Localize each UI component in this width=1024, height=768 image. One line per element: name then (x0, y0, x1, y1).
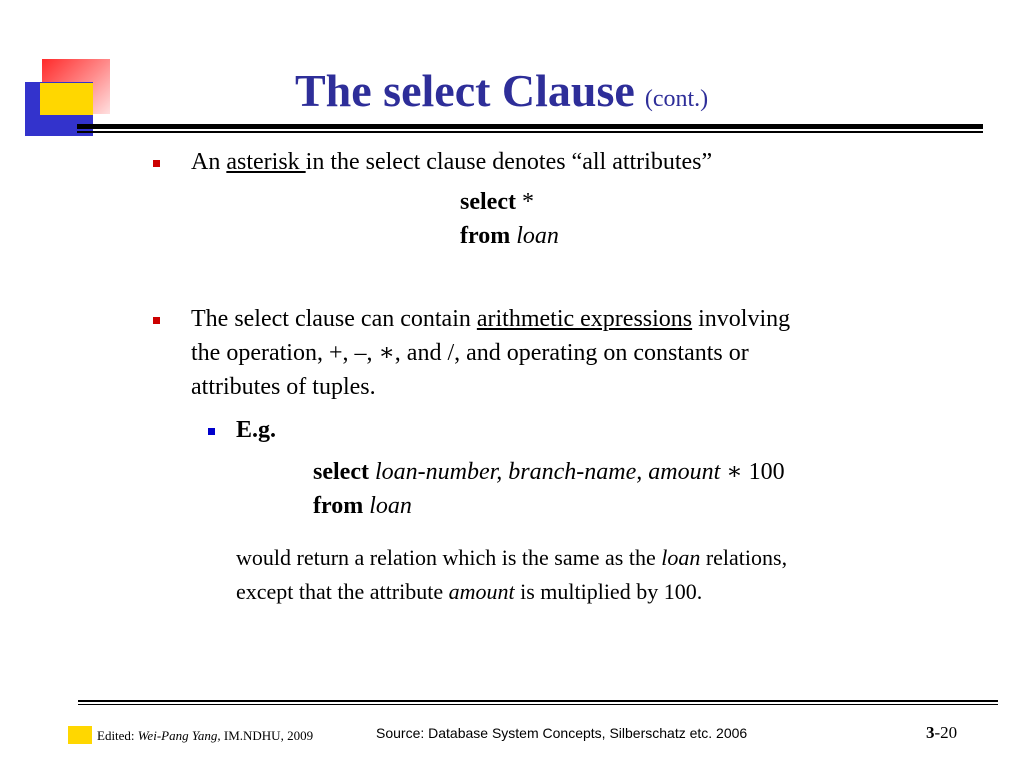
footer-edited (97, 728, 313, 744)
bullet-marker (153, 160, 160, 167)
keyword-from: from (460, 223, 511, 249)
bullet-2-underlined: arithmetic expressions (476, 306, 693, 332)
footer-yellow-square (68, 726, 92, 744)
sub-bullet-marker (208, 428, 215, 435)
keyword-select: select (460, 189, 516, 215)
explanation-1-pre: would return a relation which is the same as the (236, 545, 662, 570)
title-main: The select Clause (295, 65, 635, 116)
bullet-2-line-1 (191, 302, 790, 336)
bullet-1-prefix: An (191, 149, 227, 175)
footer-edited-label: Edited: (97, 728, 138, 743)
explanation-1-post: relations, (700, 545, 788, 570)
sub-bullet-label: E.g. (236, 417, 277, 443)
title-rule-thick (77, 124, 983, 129)
table-name: loan (516, 223, 559, 249)
bullet-marker (153, 317, 160, 324)
footer-source: Source: Database System Concepts, Silberschatz etc. 2006 (376, 725, 748, 741)
bullet-2-line-1-post: involving (692, 306, 791, 332)
title-rule-thin (77, 131, 983, 133)
footer-rule (78, 700, 998, 702)
select-attributes: loan-number, branch-name, amount (374, 459, 721, 485)
select-operation: ∗ 100 (720, 459, 785, 485)
title-cont: (cont.) (644, 86, 709, 112)
explanation-2-pre: except that the attribute (236, 579, 449, 604)
select-asterisk: * (515, 189, 534, 215)
page-number (926, 723, 957, 743)
explanation-line-2 (236, 575, 702, 609)
table-name: loan (369, 493, 412, 519)
slide-title (295, 64, 708, 117)
footer-rule-thin (78, 704, 998, 705)
keyword-from: from (313, 493, 364, 519)
code-1-from-line (460, 219, 559, 253)
explanation-2-post: is multiplied by 100. (514, 579, 703, 604)
bullet-1-rest: in the select clause denotes “all attributes” (305, 149, 713, 175)
code-1-select-line (460, 185, 534, 219)
code-2-from-line (313, 489, 412, 523)
footer-author: Wei-Pang Yang, (137, 728, 221, 743)
bullet-2-line-3: attributes of tuples. (191, 374, 376, 400)
explanation-1-italic: loan (661, 545, 701, 570)
logo-yellow-square (40, 83, 93, 115)
explanation-2-italic: amount (448, 579, 515, 604)
slide-number: -20 (934, 723, 958, 742)
explanation-line-1 (236, 541, 787, 575)
bullet-1-underlined: asterisk (226, 149, 306, 175)
chapter-number: 3 (926, 723, 935, 742)
code-2-select-line (313, 455, 785, 489)
bullet-2-line-2: the operation, +, –, ∗, and /, and operating on constants or (191, 340, 749, 366)
keyword-select: select (313, 459, 369, 485)
footer-org: IM.NDHU, 2009 (220, 728, 314, 743)
bullet-2-line-1-pre: The select clause can contain (191, 306, 477, 332)
bullet-1-text (191, 145, 712, 179)
